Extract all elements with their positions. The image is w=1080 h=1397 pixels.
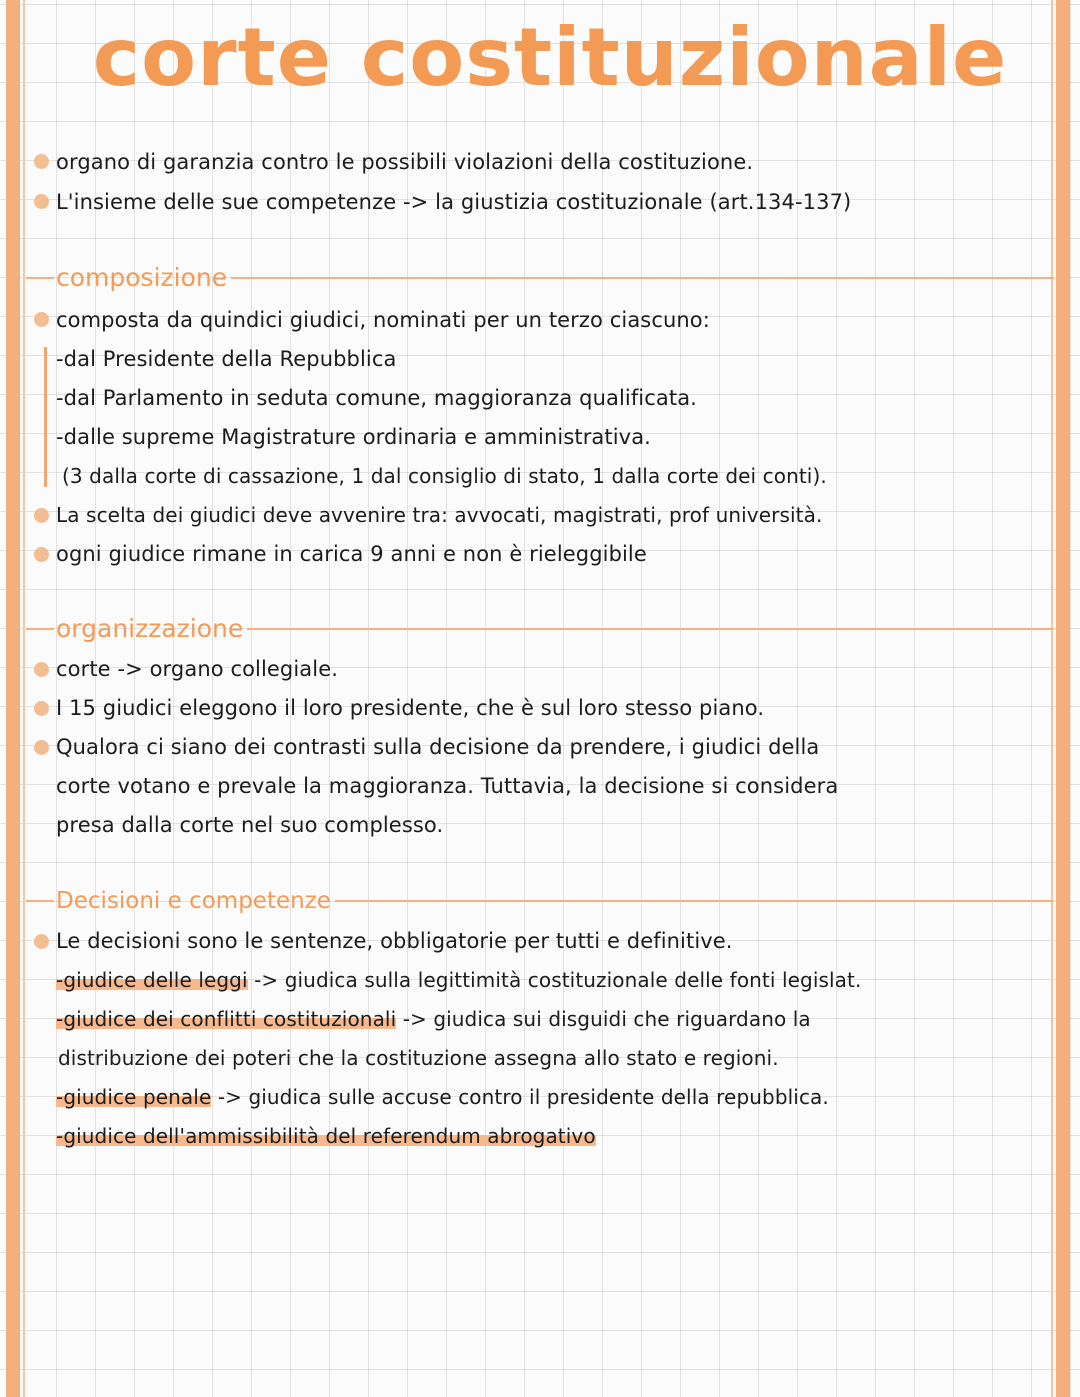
bullet-dot — [34, 701, 49, 716]
right-margin-line — [1051, 0, 1053, 1397]
organizzazione-line-1: corte -> organo collegiale. — [56, 657, 338, 681]
left-margin-line — [23, 0, 25, 1397]
organizzazione-line-2: I 15 giudici eleggono il loro presidente, che è sul loro stesso piano. — [56, 696, 765, 720]
intro-line-2: L'insieme delle sue competenze -> la giustizia costituzionale (art.134-137) — [56, 190, 852, 214]
decisioni-item-5 — [56, 1122, 596, 1150]
bullet-dot — [34, 662, 49, 677]
section-heading-composizione — [26, 260, 1054, 296]
composizione-line-7: ogni giudice rimane in carica 9 anni e non è rieleggibile — [56, 542, 647, 566]
composizione-line-3: -dal Parlamento in seduta comune, maggioranza qualificata. — [56, 386, 697, 410]
section-heading-decisioni — [26, 883, 1054, 919]
organizzazione-line-5: presa dalla corte nel suo complesso. — [56, 813, 444, 837]
bullet-dot — [34, 934, 49, 949]
organizzazione-line-3: Qualora ci siano dei contrasti sulla decisione da prendere, i giudici della — [56, 735, 820, 759]
heading-rule — [26, 900, 54, 902]
right-margin-stripe — [1056, 0, 1070, 1397]
heading-rule — [231, 277, 1054, 279]
heading-rule — [247, 628, 1054, 630]
intro-line-1: organo di garanzia contro le possibili violazioni della costituzione. — [56, 150, 754, 174]
decisioni-item-1 — [56, 966, 861, 994]
composizione-line-5: (3 dalla corte di cassazione, 1 dal consiglio di stato, 1 dalla corte dei conti). — [62, 464, 827, 488]
section-heading-organizzazione — [26, 611, 1054, 647]
heading-rule — [26, 277, 54, 279]
highlighted-term: -giudice dell'ammissibilità del referendum abrogativo — [56, 1124, 596, 1148]
section-heading-text: Decisioni e competenze — [56, 888, 331, 914]
decisioni-item-4 — [56, 1083, 829, 1111]
composizione-line-2: -dal Presidente della Repubblica — [56, 347, 397, 371]
bullet-dot — [34, 508, 49, 523]
decisioni-intro: Le decisioni sono le sentenze, obbligatorie per tutti e definitive. — [56, 929, 733, 953]
highlighted-term: -giudice penale — [56, 1085, 212, 1109]
composizione-line-6: La scelta dei giudici deve avvenire tra: avvocati, magistrati, prof università. — [56, 503, 823, 527]
composizione-line-4: -dalle supreme Magistrature ordinaria e amministrativa. — [56, 425, 651, 449]
bullet-dot — [34, 547, 49, 562]
item-text: distribuzione dei poteri che la costituzione assegna allo stato e regioni. — [58, 1046, 779, 1070]
bullet-dot — [34, 154, 49, 169]
composizione-line-1: composta da quindici giudici, nominati per un terzo ciascuno: — [56, 308, 710, 332]
bullet-dot — [34, 194, 49, 209]
bullet-dot — [34, 740, 49, 755]
item-text: -> giudica sui disguidi che riguardano la — [396, 1007, 811, 1031]
highlighted-term: -giudice delle leggi — [56, 968, 248, 992]
highlighted-term: -giudice dei conflitti costituzionali — [56, 1007, 397, 1031]
heading-rule — [335, 900, 1054, 902]
section-heading-text: composizione — [56, 263, 228, 292]
grouping-bar — [44, 347, 47, 487]
item-text: -> giudica sulla legittimità costituzionale delle fonti legislat. — [247, 968, 862, 992]
item-text: -> giudica sulle accuse contro il presidente della repubblica. — [211, 1085, 829, 1109]
organizzazione-line-4: corte votano e prevale la maggioranza. Tuttavia, la decisione si considera — [56, 774, 839, 798]
bullet-dot — [34, 312, 49, 327]
page-title: corte costituzionale — [92, 11, 1008, 104]
decisioni-item-2 — [56, 1005, 811, 1033]
decisioni-item-3 — [58, 1044, 779, 1072]
left-margin-stripe — [6, 0, 20, 1397]
section-heading-text: organizzazione — [56, 614, 244, 643]
heading-rule — [26, 628, 54, 630]
